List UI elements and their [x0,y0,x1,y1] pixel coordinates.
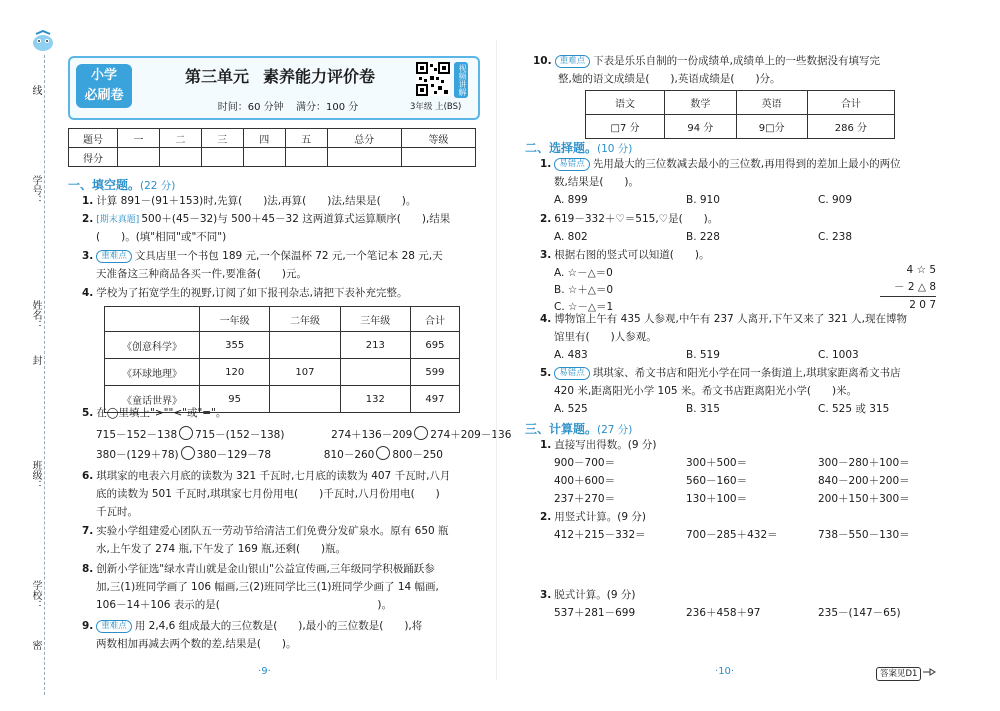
compare-circle[interactable] [179,426,193,440]
question-text: 用竖式计算。(9 分) [554,511,647,523]
table-cell: 120 [200,359,270,386]
section-points: (22 分) [140,180,176,192]
qr-code-icon[interactable] [416,62,450,96]
vertical-work-area[interactable] [554,546,934,576]
score-col: 五 [285,129,327,148]
question-4: 4. 学校为了拓宽学生的视野,订阅了如下报刊杂志,请把下表补充完整。 [82,287,408,299]
tag-key-point: 重难点 [96,620,132,633]
side-label-name: 姓名： [30,300,41,330]
question-text: 文具店里一个书包 189 元,一个保温杯 72 元,一个笔记本 28 元,天 [134,250,443,262]
grade-value-row [586,115,895,139]
score-table-row [69,129,476,148]
choice-1-cont: 数,结果是( )。 [554,176,640,188]
question-text: 脱式计算。(9 分) [554,589,636,601]
time-label: 时间：60 分钟 [217,102,284,113]
tag-error-prone: 易错点 [554,367,590,380]
score-label: 满分：100 分 [296,102,359,113]
tag-key-point: 重难点 [96,250,132,263]
grade-table [585,90,895,139]
score-col: 二 [159,129,201,148]
question-text: 实验小学组建爱心团队五一劳动节给清洁工们免费分发矿泉水。原有 650 瓶 [96,525,449,537]
table-cell: 355 [200,332,270,359]
table-cell: 107 [270,359,340,386]
grade-label: 3年级 上(BS) [410,102,462,112]
section-fill-blank-title [68,176,175,193]
page-divider [496,40,497,680]
section-choice-title [525,139,632,156]
expression: 700－285＋432＝ [686,529,778,541]
table-row [105,332,460,359]
compare-row-1 [96,426,511,444]
binding-strip [0,0,60,711]
expression: 900－700＝ [554,457,616,469]
question-8-cont: 加,三(1)班同学画了 106 幅画,三(2)班同学比三(1)班同学少画了 14 幅画, [96,581,439,593]
page-number: 10 [718,666,731,677]
grade-header-cell: 合计 [807,91,894,115]
score-table [68,128,476,167]
mascot-icon [30,30,56,52]
choice-4-cont: 馆里有( )人参观。 [554,331,657,343]
blank-cell[interactable] [270,332,340,359]
question-10-cont: 整,她的语文成绩是( ),英语成绩是( )分。 [558,73,781,85]
hand-pointer-icon [922,666,936,681]
table-cell: 695 [410,332,459,359]
section-points: (10 分) [597,143,633,155]
score-cell[interactable] [118,148,160,167]
vert-line-1: 4 ☆ 5 [906,264,936,276]
expression: 810－260 [323,449,375,461]
blank-cell[interactable] [270,386,340,413]
question-text: 下表是乐乐自制的一份成绩单,成绩单上的一些数据没有填写完 [593,55,880,67]
question-7: 7. 实验小学组建爱心团队五一劳动节给清洁工们免费分发矿泉水。原有 650 瓶 [82,525,449,537]
option[interactable]: A. 483 [554,349,588,361]
choice-5-cont: 420 米,距离阳光小学 105 米。希文书店距离阳光小学( )米。 [554,385,858,397]
option[interactable]: C. ☆－△＝1 [554,301,614,313]
section-title-text: 三、计算题。 [525,422,598,436]
side-label-school: 学校： [30,580,41,610]
magazine-table [104,306,460,413]
choice-5: 5. 易错点 琪琪家、希文书店和阳光小学在同一条街道上,琪琪家距离希文书店 [540,367,901,379]
grade-header-cell: 英语 [736,91,807,115]
choice-3: 3. 根据右图的竖式可以知道( )。 [540,249,710,261]
question-text: 博物馆上午有 435 人参观,中午有 237 人离开,下午又来了 321 人,现在博物 [554,313,907,325]
expression: 130＋100＝ [686,493,748,505]
option[interactable]: C. 238 [818,231,853,243]
option[interactable]: B. 519 [686,349,720,361]
page-title [170,64,390,87]
question-3-cont: 天准备这三种商品各买一件,要准备( )元。 [96,268,308,280]
unit-label: 第三单元 [184,67,249,86]
table-cell: 132 [340,386,410,413]
answer-note[interactable] [876,667,921,681]
section-calc-title [525,420,632,437]
expression: 200＋150＋300＝ [818,493,910,505]
score-col: 总分 [327,129,401,148]
option[interactable]: A. 899 [554,194,588,206]
question-6-cont: 底的读数为 501 千瓦时,琪琪家七月份用电( )千瓦时,八月份用电( ) [96,488,440,500]
grade-cell: 94 分 [665,115,736,139]
question-text: 计算 891－(91＋153)时,先算( )法,再算( )法,结果是( )。 [96,195,417,207]
expression: 800－250 [392,449,443,461]
question-2: 2. [期末真题] 500＋(45－32)与 500＋45－32 这两道算式运算顺序( ),结果 [82,210,450,229]
score-col: 三 [201,129,243,148]
exam-meta [188,98,388,113]
score-table-row [69,148,476,167]
expression: 237＋270＝ [554,493,616,505]
expression: 715－(152－138) [195,429,285,441]
question-text: 先用最大的三位数减去最小的三位数,再用得到的差加上最小的两位 [592,158,901,170]
video-label[interactable]: 视频讲解 [454,62,468,98]
grade-cell: 9□分 [736,115,807,139]
brand-badge-line2: 必刷卷 [84,88,124,103]
tag-error-prone: 易错点 [554,158,590,171]
compare-circle[interactable] [376,446,390,460]
expression: 300＋500＝ [686,457,748,469]
option[interactable]: C. 525 或 315 [818,403,890,415]
magazine-header-cell [105,307,200,332]
score-cell[interactable] [285,148,327,167]
score-col: 等级 [401,129,475,148]
question-8-cont: 106－14＋106 表示的是( )。 [96,599,392,611]
page-number-left: ·9· [258,666,271,677]
score-row-label: 题号 [69,129,118,148]
question-text: 用 2,4,6 组成最大的三位数是( ),最小的三位数是( ),将 [134,620,423,632]
magazine-name: 《创意科学》 [105,332,200,359]
question-text: 619－332＋♡＝515,♡是( )。 [554,213,719,225]
expression: 840－200＋200＝ [818,475,910,487]
expression: 537＋281－699 [554,607,636,619]
calc-1: 1. 直接写出得数。(9 分) [540,439,657,451]
brand-badge-line1: 小学 [90,68,117,83]
brand-badge [76,64,132,108]
grade-cell: □7 分 [586,115,665,139]
page-number: 9 [261,666,268,677]
option[interactable]: B. ☆＋△＝0 [554,284,614,296]
score-col: 四 [243,129,285,148]
magazine-header-cell: 一年级 [200,307,270,332]
section-points: (27 分) [597,424,633,436]
side-marker-mi: 密 [30,640,41,650]
stepwise-work-area[interactable] [554,624,934,660]
expression: 560－160＝ [686,475,748,487]
header-banner [68,56,480,120]
option[interactable]: B. 315 [686,403,720,415]
option[interactable]: A. 802 [554,231,588,243]
score-col: 一 [118,129,160,148]
compare-circle[interactable] [181,446,195,460]
calc-2: 2. 用竖式计算。(9 分) [540,511,647,523]
choice-1: 1. 易错点 先用最大的三位数减去最小的三位数,再用得到的差加上最小的两位 [540,158,901,170]
tag-key-point: 重难点 [555,55,591,68]
calc-3: 3. 脱式计算。(9 分) [540,589,636,601]
question-10: 10. 重难点 下表是乐乐自制的一份成绩单,成绩单上的一些数据没有填写完 [533,55,880,67]
table-row [105,359,460,386]
score-cell[interactable] [401,148,475,167]
question-9: 9. 重难点 用 2,4,6 组成最大的三位数是( ),最小的三位数是( ),将 [82,620,423,632]
grade-header-row [586,91,895,115]
side-marker-feng: 封 [30,355,41,365]
magazine-header-cell: 三年级 [340,307,410,332]
vert-line-3: 2 0 7 [909,299,936,311]
section-title-text: 二、选择题。 [525,141,598,155]
expression: 235－(147－65) [818,607,901,619]
compare-circle[interactable] [414,426,428,440]
choice-2: 2. 619－332＋♡＝515,♡是( )。 [540,213,719,225]
grade-cell: 286 分 [807,115,894,139]
question-text: 琪琪家、希文书店和阳光小学在同一条街道上,琪琪家距离希文书店 [592,367,901,379]
expression: 400＋600＝ [554,475,616,487]
question-6: 6. 琪琪家的电表六月底的读数为 321 千瓦时,七月底的读数为 407 千瓦时,八月 [82,470,451,482]
question-text: 在◯里填上">""<"或"="。 [96,407,227,419]
question-text: 500＋(45－32)与 500＋45－32 这两道算式运算顺序( ),结果 [141,213,451,225]
expression: 274＋136－209 [331,429,413,441]
score-cell[interactable] [159,148,201,167]
question-7-cont: 水,上午发了 274 瓶,下午发了 169 瓶,还剩( )瓶。 [96,543,347,555]
question-text: 根据右图的竖式可以知道( )。 [554,249,710,261]
score-cell[interactable] [327,148,401,167]
option[interactable]: A. 525 [554,403,588,415]
question-3: 3. 重难点 文具店里一个书包 189 元,一个保温杯 72 元,一个笔记本 28 元,天 [82,250,443,262]
side-label-student-id: 学号： [30,175,41,205]
table-cell: 497 [410,386,459,413]
table-cell: 599 [410,359,459,386]
question-5: 5. 在◯里填上">""<"或"="。 [82,407,227,419]
expression: 274＋209－136 [430,429,512,441]
expression: 715－152－138 [96,429,178,441]
score-cell[interactable] [201,148,243,167]
choice-4: 4. 博物馆上午有 435 人参观,中午有 237 人离开,下午又来了 321 人,现在博物 [540,313,907,325]
option[interactable]: A. ☆－△＝0 [554,267,613,279]
question-text: 创新小学征选"绿水青山就是金山银山"公益宣传画,三年级同学积极踊跃参 [96,563,435,575]
table-cell: 213 [340,332,410,359]
question-9-cont: 两数相加再减去两个数的差,结果是( )。 [96,638,297,650]
tag-final-exam: [期末真题] [96,215,140,225]
table-cell: 95 [200,386,270,413]
expression: 380－129－78 [196,449,272,461]
option[interactable]: C. 909 [818,194,853,206]
blank-cell[interactable] [340,359,410,386]
question-6-cont: 千瓦时。 [96,506,138,518]
question-text: 琪琪家的电表六月底的读数为 321 千瓦时,七月底的读数为 407 千瓦时,八月 [96,470,451,482]
compare-row-2 [96,446,443,464]
magazine-name: 《童话世界》 [105,386,200,413]
section-title-text: 一、填空题。 [68,178,141,192]
grade-header-cell: 数学 [665,91,736,115]
magazine-header-row [105,307,460,332]
question-text: 直接写出得数。(9 分) [554,439,657,451]
option[interactable]: B. 910 [686,194,720,206]
exam-title: 素养能力评价卷 [263,67,376,86]
expression: 236＋458＋97 [686,607,761,619]
score-row-label: 得分 [69,148,118,167]
expression: 738－550－130＝ [818,529,910,541]
grade-header-cell: 语文 [586,91,665,115]
side-marker-xian: 线 [30,85,41,95]
magazine-header-cell: 二年级 [270,307,340,332]
magazine-header-cell: 合计 [410,307,459,332]
question-1: 1. 计算 891－(91＋153)时,先算( )法,再算( )法,结果是( )。 [82,195,417,207]
magazine-name: 《环球地理》 [105,359,200,386]
score-cell[interactable] [243,148,285,167]
vert-line-2: － 2 △ 8 [880,279,936,297]
expression: 300－280＋100＝ [818,457,910,469]
cut-line [44,55,45,695]
question-text: 学校为了拓宽学生的视野,订阅了如下报刊杂志,请把下表补充完整。 [96,287,408,299]
option[interactable]: C. 1003 [818,349,859,361]
expression: 380－(129＋78) [96,449,179,461]
page-number-right: ·10· [715,666,735,677]
side-label-class: 班级： [30,460,41,490]
vertical-calculation [880,262,936,314]
question-2-cont: ( )。(填"相同"或"不同") [96,231,227,243]
question-8: 8. 创新小学征选"绿水青山就是金山银山"公益宣传画,三年级同学积极踊跃参 [82,563,435,575]
answer-note-text: 答案见D1 [880,669,918,679]
expression: 412＋215－332＝ [554,529,646,541]
option[interactable]: B. 228 [686,231,720,243]
